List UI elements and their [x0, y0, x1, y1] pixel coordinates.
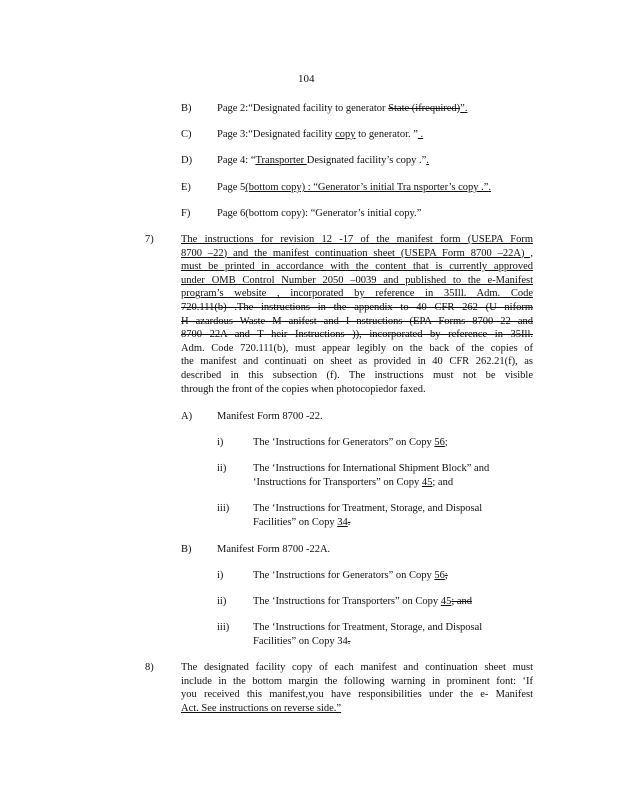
- roman-label: i): [217, 570, 224, 581]
- list-item-page-5: [217, 181, 491, 195]
- underlined-text: ”.: [460, 103, 468, 114]
- item-text: to generator. ”: [355, 129, 418, 140]
- roman-label: ii): [217, 463, 227, 474]
- item-text: Page 3:“Designated facility: [217, 129, 336, 140]
- instruction-item: [253, 569, 448, 583]
- instruction-item: The ‘Instructions for Treatment, Storage, and Disposal: [253, 622, 483, 633]
- paragraph-line: Adm. Code 720.111(b), must appear legibly on the back of the copies of: [181, 342, 533, 354]
- roman-label: iii): [217, 503, 230, 514]
- roman-label: ii): [217, 596, 227, 607]
- instruction-item: The ‘Instructions for International Shipment Block” and: [253, 463, 490, 474]
- instruction-item: The ‘Instructions for Treatment, Storage, and Disposal: [253, 503, 483, 514]
- item-text: ‘Instructions for Transporters” on Copy: [253, 477, 422, 488]
- list-label: E): [181, 182, 191, 193]
- item-text: Page 5: [217, 182, 246, 193]
- paragraph-line: The instructions for revision 12 -17 of the manifest form (USEPA Form: [181, 234, 533, 245]
- struck-text: .: [347, 636, 351, 647]
- list-label: B): [181, 103, 192, 114]
- struck-text: ;: [444, 570, 448, 581]
- list-label: C): [181, 129, 192, 140]
- paragraph-line: 8700 22A and T heir Instructions )), incorporated by reference in 35Ill.: [181, 329, 533, 341]
- instruction-item: [253, 595, 472, 609]
- list-item-page-6: [217, 207, 421, 221]
- underlined-text: Transporter: [255, 155, 307, 166]
- underlined-text: copy: [335, 129, 356, 140]
- roman-label: iii): [217, 622, 230, 633]
- copy-number: 34: [337, 636, 348, 647]
- list-item-page-4: [217, 154, 429, 168]
- section-label: 7): [145, 234, 154, 245]
- paragraph-line: must be printed in accordance with the content that is currently approved: [181, 261, 533, 273]
- underlined-text: (bottom copy): [245, 182, 308, 193]
- copy-number: 45: [440, 596, 452, 607]
- subsection-label: B): [181, 544, 192, 555]
- item-text: Designated facility’s copy .”: [306, 155, 427, 166]
- item-text: Facilities” on Copy: [253, 636, 338, 647]
- copy-number: 45: [421, 477, 433, 488]
- section-label: 8): [145, 662, 154, 673]
- paragraph-line: include in the bottom margin the following warning in prominent font: ‘If: [181, 675, 533, 687]
- subsection-title: Manifest Form 8700 -22.: [217, 411, 323, 422]
- item-text: ; and: [432, 477, 454, 488]
- item-text: The ‘Instructions for Transporters” on Copy: [253, 596, 441, 607]
- copy-number: 34: [337, 517, 348, 528]
- instruction-item: [253, 436, 448, 450]
- paragraph-line: H azardous Waste M anifest and I nstructions (EPA Forms 8700 22 and: [181, 315, 533, 327]
- paragraph-line: the manifest and continuati on sheet as provided in 40 CFR 262.21(f), as: [181, 356, 533, 368]
- subsection-title: Manifest Form 8700 -22A.: [217, 544, 331, 555]
- instruction-item-cont: [253, 476, 453, 490]
- paragraph-line: under OMB Control Number 2050 –0039 and published to the e-Manifest: [181, 274, 533, 286]
- underlined-text: .: [417, 129, 424, 140]
- copy-number: 56: [434, 570, 445, 581]
- paragraph-line: The designated facility copy of each manifest and continuation sheet must: [181, 662, 533, 673]
- underlined-text: : “Generator’s initial Tra nsporter’s copy .”: [307, 182, 489, 193]
- list-label: F): [181, 208, 191, 219]
- paragraph-line: described in this subsection (f). The instructions must not be visible: [181, 369, 533, 381]
- item-text: ;: [444, 437, 448, 448]
- item-text: The ‘Instructions for Generators” on Copy: [253, 570, 435, 581]
- list-label: D): [181, 155, 193, 166]
- item-text: The ‘Instructions for Generators” on Copy: [253, 437, 435, 448]
- roman-label: i): [217, 437, 224, 448]
- subsection-label: A): [181, 411, 193, 422]
- item-text: Page 6(bottom copy): “Generator’s initial copy.”: [217, 208, 422, 219]
- instruction-item-cont: [253, 516, 350, 530]
- section-8-paragraph: [181, 661, 533, 715]
- underlined-text: .: [426, 155, 429, 166]
- paragraph-line: Act. See instructions on reverse side.”: [181, 702, 342, 714]
- paragraph-line: 8700 –22) and the manifest continuation sheet (USEPA Form 8700 –22A) ,: [181, 247, 533, 259]
- paragraph-line: 720.111(b) .The instructions in the appendix to 40 CFR 262 (U niform: [181, 301, 533, 313]
- paragraph-line: program’s website , incorporated by reference in 35Ill. Adm. Code: [181, 288, 533, 300]
- struck-text: .: [347, 517, 351, 528]
- instruction-item-cont: [253, 635, 350, 649]
- item-text: Page 4: “: [217, 155, 256, 166]
- paragraph-line: you received this manifest,you have responsibilities under the e- Manifest: [181, 689, 533, 701]
- list-item-page-3: [217, 128, 423, 142]
- page-number: 104: [298, 73, 315, 85]
- paragraph-line: through the front of the copies when photocopiedor faxed.: [181, 383, 426, 395]
- section-7-paragraph: [181, 233, 533, 396]
- struck-text: ; and: [451, 596, 473, 607]
- copy-number: 56: [434, 437, 445, 448]
- underlined-text: .: [488, 182, 492, 193]
- list-item-page-2: [217, 102, 467, 116]
- struck-text: State (ifrequired): [388, 103, 461, 114]
- item-text: Page 2:“Designated facility to generator: [217, 103, 389, 114]
- item-text: Facilities” on Copy: [253, 517, 338, 528]
